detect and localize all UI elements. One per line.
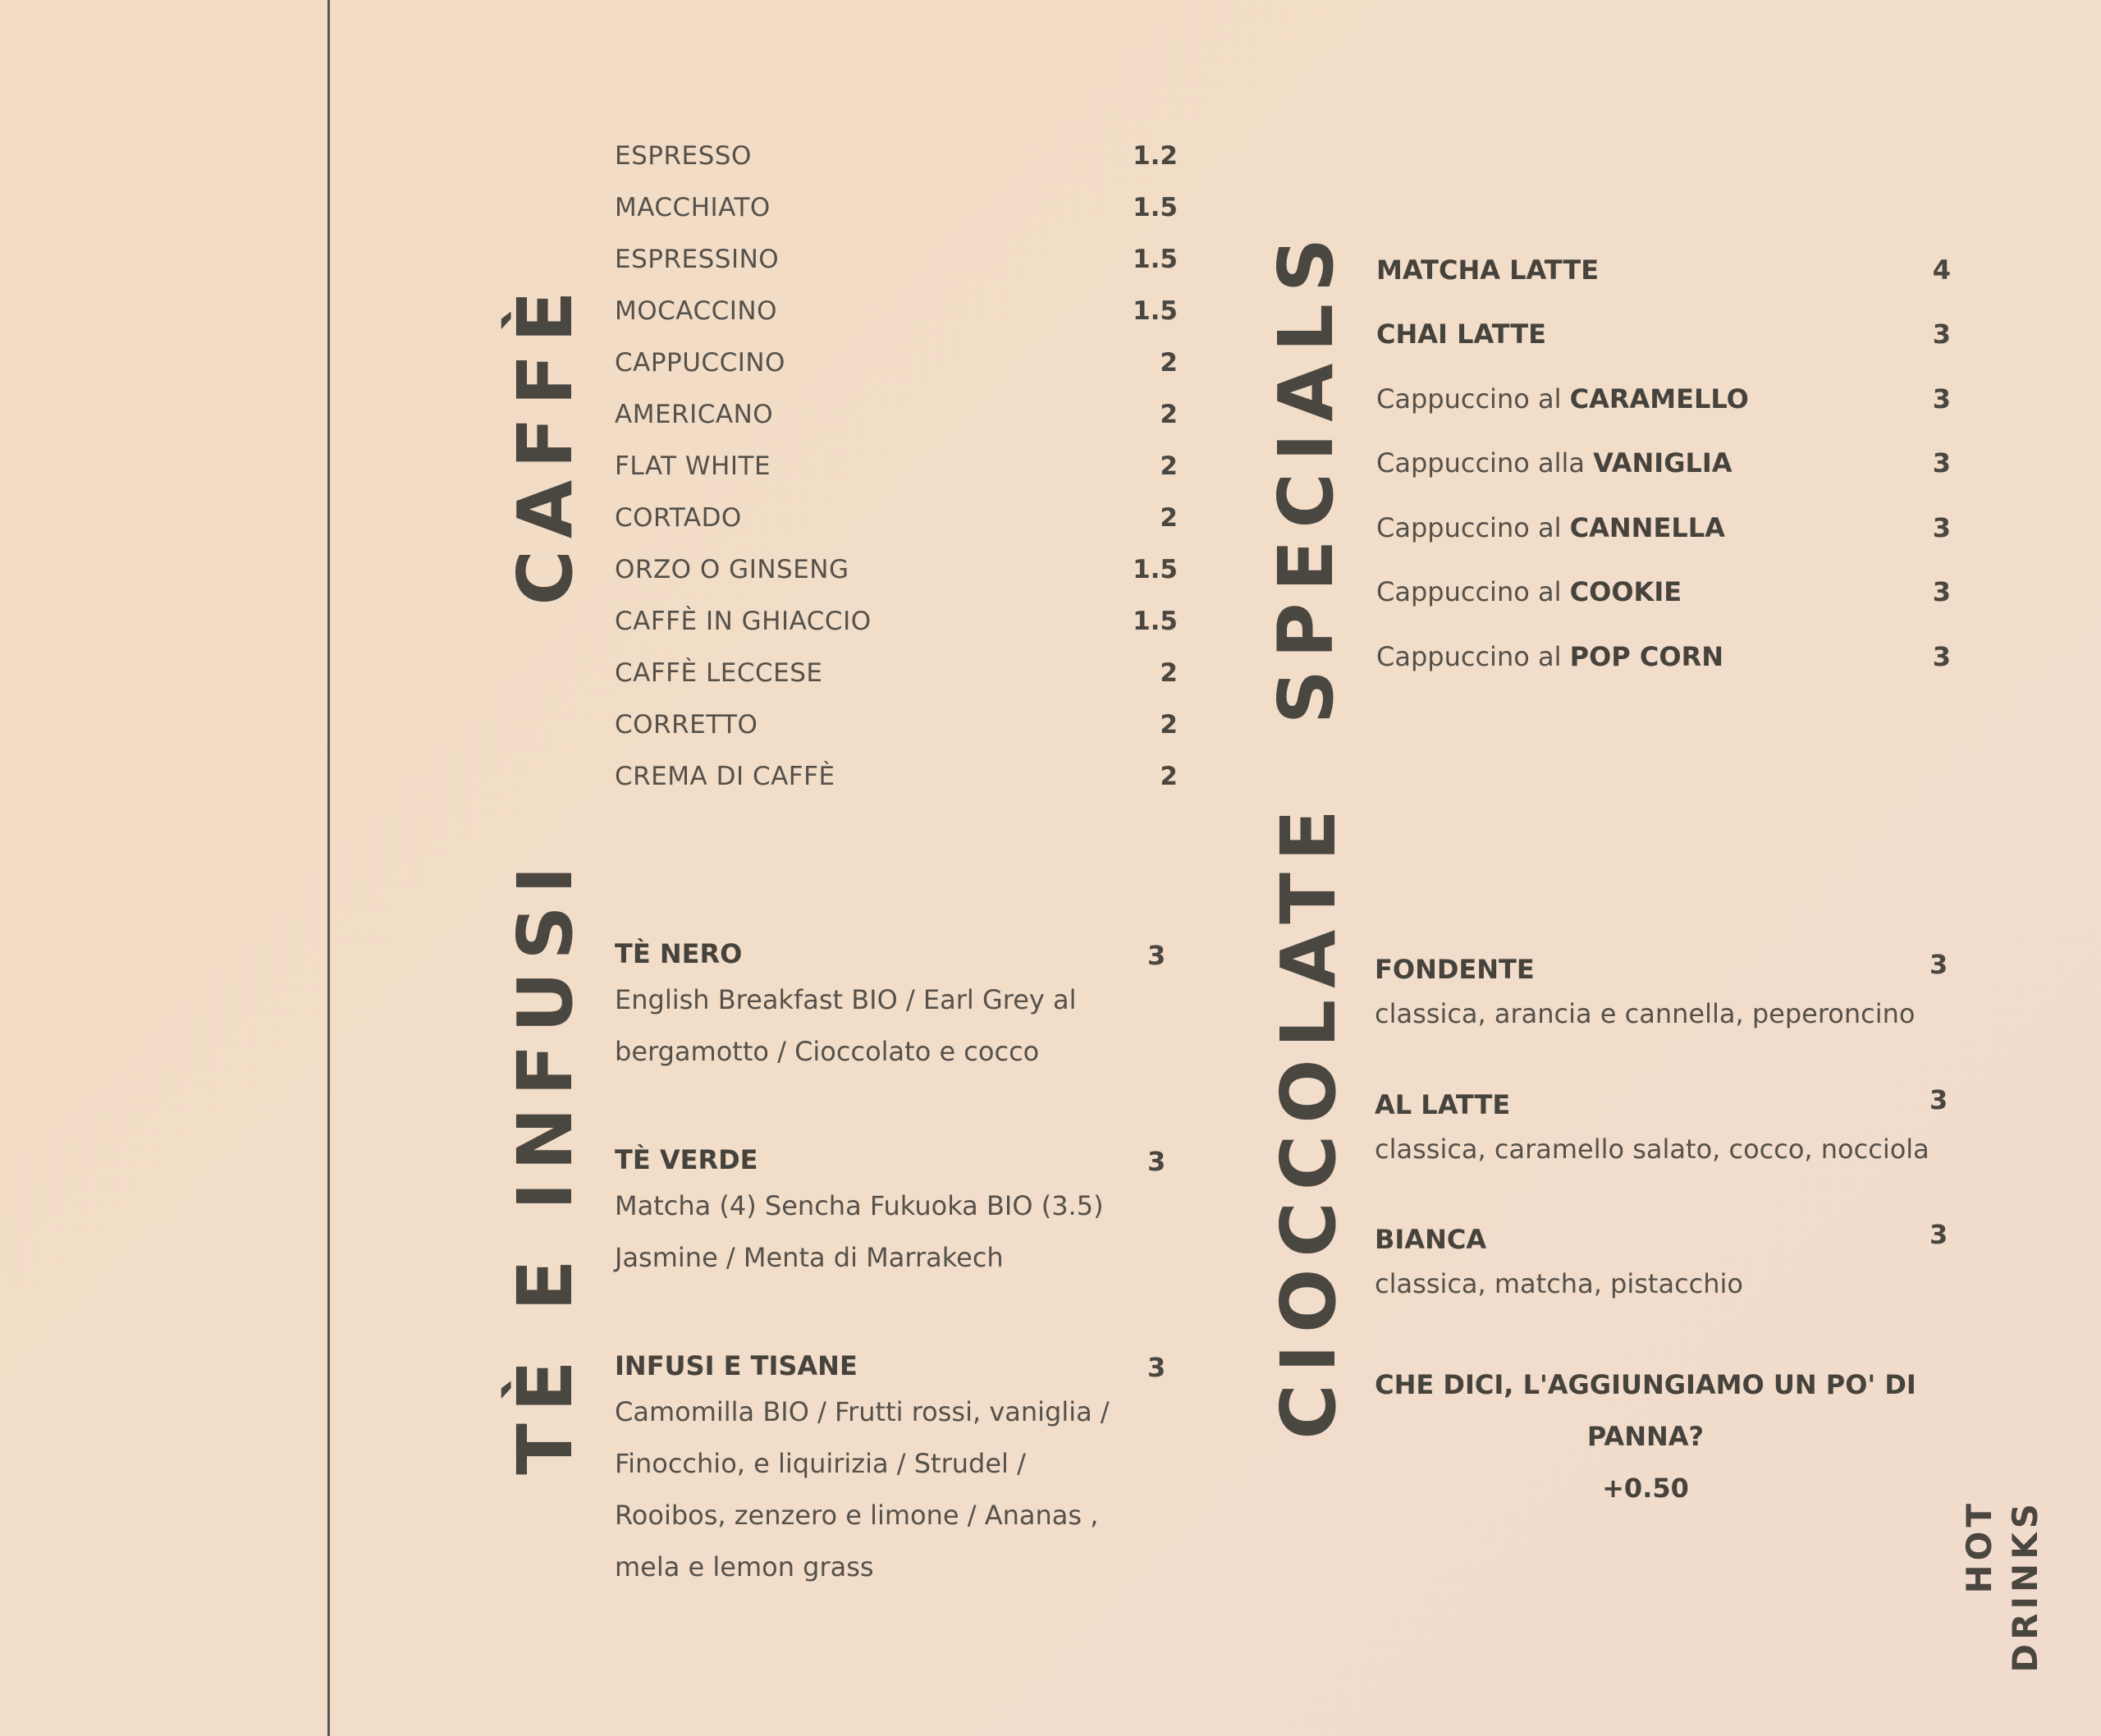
item-price: 1.5 bbox=[1133, 245, 1178, 274]
item-price: 4 bbox=[1932, 254, 1951, 286]
item-name: ORZO O GINSENG bbox=[615, 555, 849, 584]
item-name: CAPPUCCINO bbox=[615, 348, 785, 378]
item-description: Matcha (4) Sencha Fukuoka BIO (3.5) Jasmine / Menta di Marrakech bbox=[615, 1190, 1104, 1273]
item-price: 3 bbox=[1929, 1219, 1948, 1250]
heading-cioccolate: CIOCCOLATE bbox=[1264, 798, 1353, 1440]
item-price: 3 bbox=[1147, 1146, 1166, 1177]
item-price: 3 bbox=[1932, 447, 1951, 479]
item-price: 1.5 bbox=[1133, 607, 1178, 636]
item-price: 2 bbox=[1160, 658, 1178, 688]
item-name: MOCACCINO bbox=[615, 296, 777, 326]
item-name: ESPRESSO bbox=[615, 141, 752, 171]
item-description: classica, matcha, pistacchio bbox=[1375, 1268, 1743, 1299]
item-price: 2 bbox=[1160, 348, 1178, 378]
hot-drinks-label bbox=[1957, 1500, 2055, 1680]
item-name: Cappuccino al POP CORN bbox=[1376, 641, 1723, 672]
item-name: CREMA DI CAFFÈ bbox=[615, 762, 835, 791]
item-name: Cappuccino alla VANIGLIA bbox=[1376, 447, 1733, 479]
item-title: BIANCA bbox=[1375, 1224, 1487, 1255]
panna-price: +0.50 bbox=[1602, 1473, 1689, 1504]
item-title: FONDENTE bbox=[1375, 954, 1535, 985]
item-description: classica, arancia e cannella, peperoncino bbox=[1375, 998, 1916, 1029]
item-price: 3 bbox=[1932, 512, 1951, 543]
panna-addon-note bbox=[1375, 1359, 1916, 1514]
item-price: 3 bbox=[1932, 641, 1951, 672]
item-price: 3 bbox=[1147, 1352, 1166, 1383]
item-name: Cappuccino al CANNELLA bbox=[1376, 512, 1725, 543]
item-price: 3 bbox=[1929, 949, 1948, 980]
item-description: Camomilla BIO / Frutti rossi, vaniglia / Finocchio, e liquirizia / Strudel / Rooibos, zenzero e limone / Ananas , mela e lemon grass bbox=[615, 1396, 1110, 1583]
item-name: Cappuccino al COOKIE bbox=[1376, 576, 1682, 607]
item-name: FLAT WHITE bbox=[615, 451, 771, 481]
caffe-menu-list bbox=[615, 141, 1178, 798]
item-price: 1.5 bbox=[1133, 193, 1178, 222]
heading-te-e-infusi: TÈ E INFUSI bbox=[501, 854, 589, 1475]
item-price: 3 bbox=[1147, 940, 1166, 971]
item-title: INFUSI E TISANE bbox=[615, 1350, 858, 1381]
hot-drinks-line1: HOT bbox=[1959, 1500, 1999, 1594]
item-title: TÈ VERDE bbox=[615, 1144, 758, 1175]
item-price: 1.2 bbox=[1133, 141, 1178, 171]
item-price: 3 bbox=[1932, 318, 1951, 350]
item-name: CORRETTO bbox=[615, 710, 758, 740]
item-price: 3 bbox=[1932, 576, 1951, 607]
heading-specials: SPECIALS bbox=[1261, 226, 1350, 725]
item-price: 3 bbox=[1932, 383, 1951, 415]
item-price: 1.5 bbox=[1133, 555, 1178, 584]
item-price: 2 bbox=[1160, 710, 1178, 740]
item-price: 1.5 bbox=[1133, 296, 1178, 326]
item-name: Cappuccino al CARAMELLO bbox=[1376, 383, 1749, 415]
panna-line2: PANNA? bbox=[1586, 1421, 1705, 1452]
item-name: ESPRESSINO bbox=[615, 245, 780, 274]
hot-drinks-line2: DRINKS bbox=[2005, 1500, 2045, 1673]
panna-line1: CHE DICI, L'AGGIUNGIAMO UN PO' DI bbox=[1375, 1369, 1916, 1400]
item-description: English Breakfast BIO / Earl Grey al bergamotto / Cioccolato e cocco bbox=[615, 984, 1077, 1067]
item-name: AMERICANO bbox=[615, 400, 774, 429]
specials-menu-list bbox=[1376, 254, 1951, 698]
te-menu-block bbox=[615, 938, 1189, 1595]
item-name: CAFFÈ IN GHIACCIO bbox=[615, 607, 872, 636]
item-name: CAFFÈ LECCESE bbox=[615, 658, 823, 688]
vertical-divider-line bbox=[327, 0, 330, 1736]
item-price: 2 bbox=[1160, 400, 1178, 429]
item-title: TÈ NERO bbox=[615, 938, 743, 969]
item-name: MATCHA LATTE bbox=[1376, 254, 1600, 286]
item-price: 2 bbox=[1160, 451, 1178, 481]
item-name: MACCHIATO bbox=[615, 193, 771, 222]
item-name: CHAI LATTE bbox=[1376, 318, 1546, 350]
cioccolate-menu-block bbox=[1375, 949, 1974, 1364]
item-name: CORTADO bbox=[615, 503, 742, 533]
item-price: 3 bbox=[1929, 1084, 1948, 1115]
item-price: 2 bbox=[1160, 503, 1178, 533]
item-description: classica, caramello salato, cocco, nocciola bbox=[1375, 1134, 1929, 1165]
item-title: AL LATTE bbox=[1375, 1089, 1511, 1120]
heading-caffe: CAFFÈ bbox=[501, 279, 589, 606]
item-price: 2 bbox=[1160, 762, 1178, 791]
